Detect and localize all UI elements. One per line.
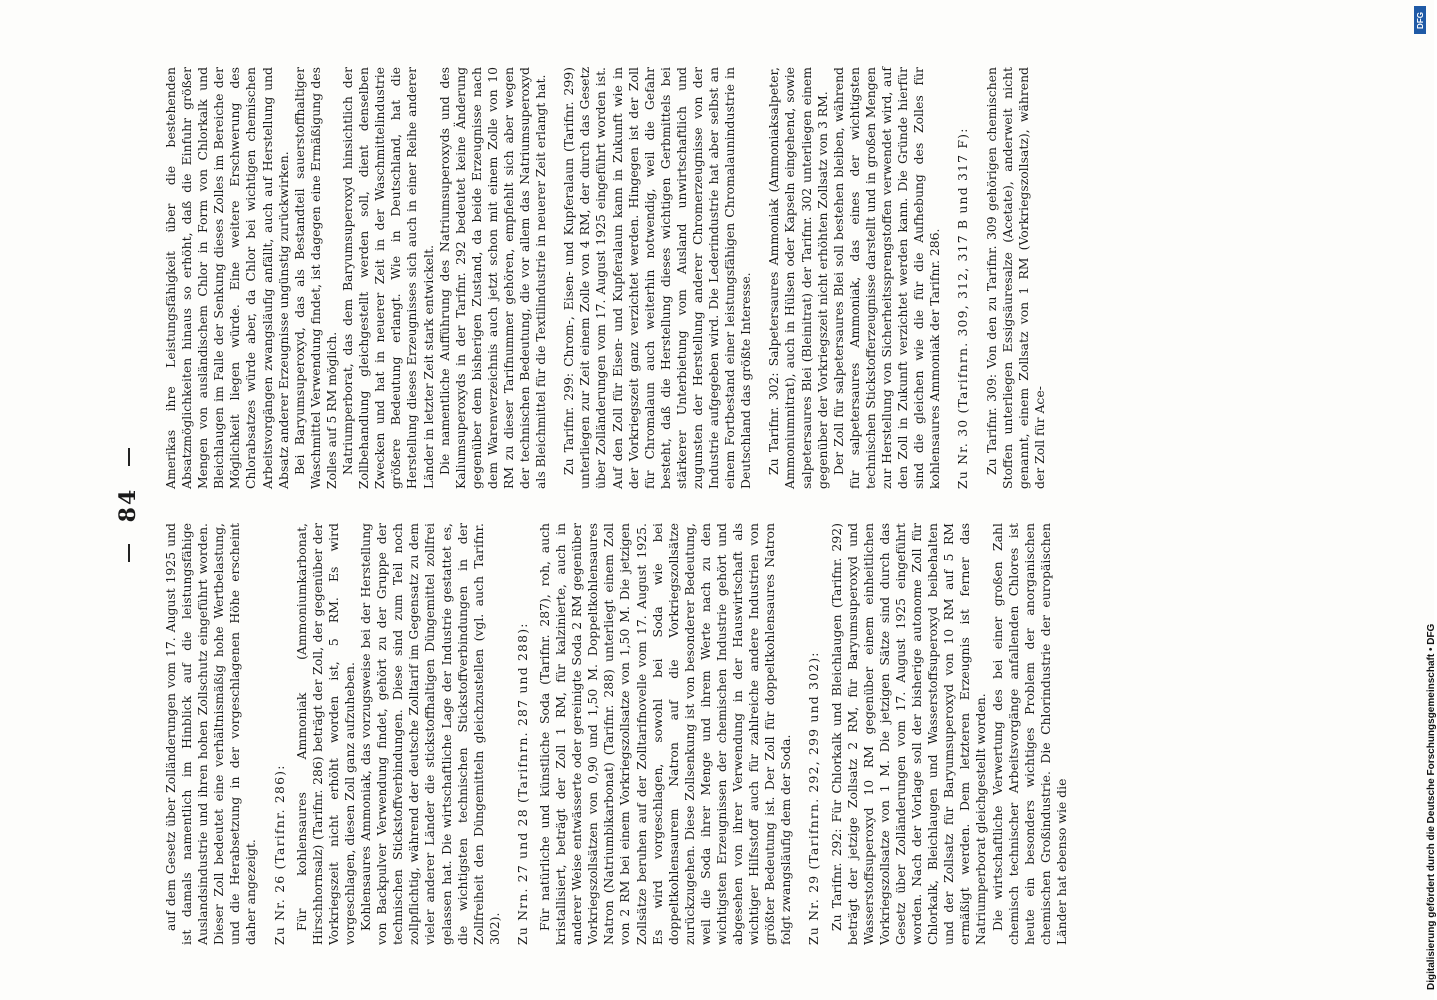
body-paragraph: Amerikas ihre Leistungsfähigkeit über die bestehenden Absatzmöglichkeiten hinaus so erhöht, daß die Einfuhr größer Mengen von ausländischem Chlor in Form von Chlorkalk und Bleichlaugen im Falle der Senkung dieses Zolles im Bereiche der Möglichkeit liegen würde. Eine weitere Erschwerung des Chlorabsatzes würde aber, da Chlor bei wichtigen chemischen Arbeitsvorgängen zwangsläufig anfällt, auch auf Herstellung und Absatz anderer Erzeugnisse ungünstig zurückwirken. [163,67,291,489]
section-heading: Zu Nr. 29 (Tarifnrn. 292, 299 und 302): [806,651,822,945]
header-dash-right [128,448,130,466]
body-paragraph: Der Zoll für salpetersaures Blei soll bestehen bleiben, während für salpetersaures Ammoniak, das eines der wichtigsten technischen Stickstofferzeugnisse darstellt und in großen Mengen zur Herstellung von Sicherheitssprengstoffen verwendet wird, auf den Zoll in Zukunft verzichtet werden kann. Die Gründe hierfür sind die gleichen wie die für die Aufhebung des Zolles für kohlensaures Ammoniak der Tarifnr. 286. [830,67,943,489]
section-heading: Zu Nrn. 27 und 28 (Tarifnrn. 287 und 288): [514,622,530,945]
right-column [163,67,1048,489]
body-paragraph: Für kohlensaures Ammoniak (Ammoniumkarbonat, Hirschhornsalz) (Tarifnr. 286) beträgt der Zoll, der gegenüber der Vorkriegszeit nicht erhöht worden ist, 5 RM. Es wird vorgeschlagen, diesen Zoll ganz aufzuheben. [293,523,357,945]
body-paragraph: Zu Tarifnr. 309: Von den zu Tarifnr. 309 gehörigen chemischen Stoffen unterliegen Essigsäuresalze (Acetate), anderweit nicht genannt, einem Zollsatz von 1 RM (Vorkriegszollsatz), während der Zoll für Ace- [983,67,1047,489]
section-heading: Zu Nr. 30 (Tarifnrn. 309, 312, 317 B und 317 F): [955,127,971,489]
body-paragraph: Zu Tarifnr. 302: Salpetersaures Ammoniak (Ammoniaksalpeter, Ammoniumnitrat), auch in Hülsen oder Kapseln eingehend, sowie salpetersaures Blei (Bleinitrat) der Tarifnr. 302 unterliegen einem gegenüber der Vorkriegszeit nicht erhöhten Zollsatz von 3 RM. [766,67,830,489]
left-column [163,523,1070,945]
body-paragraph: Für natürliche und künstliche Soda (Tarifnr. 287), roh, auch kristallisiert, beträgt der Zoll 1 RM, für kalzinierte, auch in anderer Weise entwässerte oder gereinigte Soda 2 RM gegenüber Vorkriegszollsätzen von 0,90 und 1,50 M. Doppeltkohlensaures Natron (Natriumbikarbonat) (Tarifnr. 288) unterliegt einem Zoll von 2 RM bei einem Vorkriegszollsatze von 1,50 M. Die jetzigen Zollsätze beruhen auf der Zolltarifnovelle vom 17. August 1925. Es wird vorgeschlagen, sowohl bei Soda wie bei doppeltkohlensaurem Natron auf die Vorkriegszollsätze zurückzugehen. Diese Zollsenkung ist von besonderer Bedeutung, weil die Soda ihrer Menge und ihrem Werte nach zu den wichtigsten Erzeugnissen der chemischen Industrie gehört und abgesehen von ihrer Verwendung in der Hauswirtschaft als wichtiger Hilfsstoff auch für zahlreiche andere Industrien von größter Bedeutung ist. Der Zoll für doppeltkohlensaures Natron folgt zwangsläufig dem der Soda. [536,523,794,945]
body-paragraph: Die namentliche Aufführung des Natriumsuperoxyds und des Kaliumsuperoxyds in der Tarifnr. 292 bedeutet keine Änderung gegenüber dem bisherigen Zustand, da beide Erzeugnisse nach dem Warenverzeichnis auch jetzt schon mit einem Zolle von 10 RM zu dieser Tarifnummer gehören, empfiehlt sich aber wegen der technischen Bedeutung, die vor allem das Natriumsuperoxyd als Bleichmittel für die Textilindustrie in neuerer Zeit erlangt hat. [436,67,549,489]
dfg-logo-icon [1414,6,1426,34]
page-number: 84 [115,487,141,523]
body-paragraph: Kohlensaures Ammoniak, das vorzugsweise bei der Herstellung von Backpulver Verwendung findet, gehört zu der Gruppe der technischen Stickstoffverbindungen. Diese sind zum Teil noch zollpflichtig, während der deutsche Zolltarif im Gegensatz zu dem vieler anderer Länder die stickstoffhaltigen Düngemittel zollfrei gelassen hat. Die wirtschaftliche Lage der Industrie gestattet es, die wichtigsten technischen Stickstoffverbindungen in der Zollfreiheit den Düngemitteln gleichzustellen (vgl. auch Tarifnr. 302). [358,523,502,945]
body-paragraph: Zu Tarifnr. 299: Chrom-, Eisen- und Kupferalaun (Tarifnr. 299) unterliegen zur Zeit einem Zolle von 4 RM, der durch das Gesetz über Zolländerungen vom 17. August 1925 eingeführt worden ist. Auf den Zoll für Eisen- und Kupferalaun kann in Zukunft wie in der Vorkriegszeit ganz verzichtet werden. Hingegen ist der Zoll für Chromalaun auch weiterhin notwendig, weil die Gefahr besteht, daß die Herstellung dieses wichtigen Gerbmittels bei stärkerer Unterbietung vom Ausland unwirtschaftlich und zugunsten der Herstellung anderer Chromerzeugnisse von der Industrie aufgegeben wird. Die Lederindustrie hat aber selbst an einem Fortbestand einer leistungsfähigen Chromalaunindustrie in Deutschland das größte Interesse. [561,67,754,489]
digitization-credit [1406,0,1437,1000]
dfg-logo-label: DFG [1415,11,1425,29]
body-paragraph: Natriumperborat, das dem Baryumsuperoxyd hinsichtlich der Zollbehandlung gleichgestellt werden soll, dient denselben Zwecken und hat in neuerer Zeit in der Waschmittelindustrie größere Bedeutung erlangt. Wie in Deutschland, hat die Herstellung dieses Erzeugnisses sich auch in einer Reihe anderer Länder in letzter Zeit stark entwickelt. [340,67,436,489]
body-paragraph: Zu Tarifnr. 292: Für Chlorkalk und Bleichlaugen (Tarifnr. 292) beträgt der jetzige Zollsatz 2 RM, für Baryumsuperoxyd und Wasserstoffsuperoxyd 10 RM gegenüber einem einheitlichen Vorkriegszollsatze von 1 M. Die jetzigen Sätze sind durch das Gesetz über Zolländerungen vom 17. August 1925 eingeführt worden. Nach der Vorlage soll der bisherige autonome Zoll für Chlorkalk, Bleichlaugen und Wasserstoffsuperoxyd beibehalten und der Zollsatz für Baryumsuperoxyd von 10 RM auf 5 RM ermäßigt werden. Dem letzteren Erzeugnis ist ferner das Natriumperborat gleichgestellt worden. [828,523,989,945]
body-paragraph: Die wirtschaftliche Verwertung des bei einer großen Zahl chemisch technischer Arbeitsvorgänge anfallenden Chlores ist heute ein besonders wichtiges Problem der anorganischen chemischen Großindustrie. Die Chlorindustrie der europäischen Länder hat ebenso wie die [989,523,1069,945]
body-paragraph: Bei Baryumsuperoxyd, das als Bestandteil sauerstoffhaltiger Waschmittel Verwendung findet, ist dagegen eine Ermäßigung des Zolles auf 5 RM möglich. [291,67,339,489]
digitization-credit-text: Digitalisierung gefördert durch die Deutsche Forschungsgemeinschaft • DFG [1426,623,1437,990]
header-dash-left [128,544,130,562]
section-heading: Zu Nr. 26 (Tarifnr. 286): [271,764,287,945]
page-header [115,65,159,945]
body-paragraph: auf dem Gesetz über Zolländerungen vom 17. August 1925 und ist damals namentlich im Hinblick auf die leistungsfähige Auslandsindustrie und ihren hohen Zollschutz eingeführt worden. Dieser Zoll bedeutet eine verhältnismäßig hohe Wertbelastung, und die Herabsetzung in der vorgeschlagenen Höhe erscheint daher angezeigt. [163,523,259,945]
document-page [115,65,1225,945]
